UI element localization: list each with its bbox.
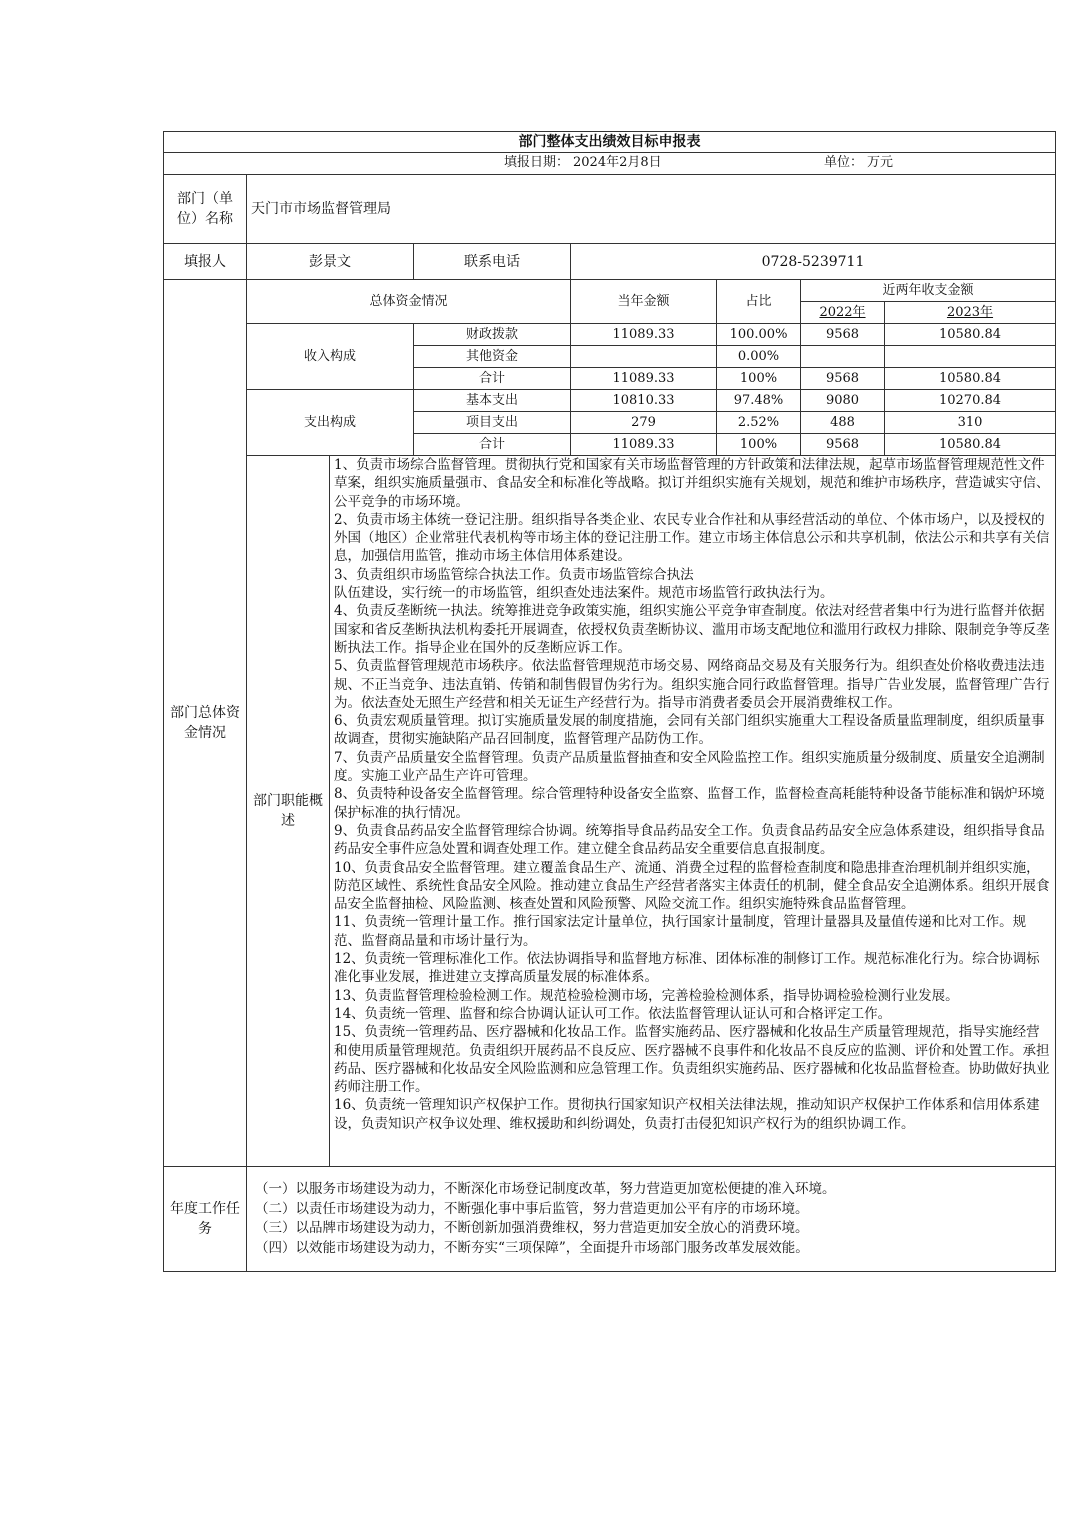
row-name: 合计 <box>414 368 571 390</box>
task-item: （一）以服务市场建设为动力，不断深化市场登记制度改革，努力营造更加宽松便捷的准入环境。 <box>255 1181 836 1197</box>
form-sheet <box>163 131 1055 1272</box>
expense-label: 支出构成 <box>247 390 414 456</box>
task-item: （二）以责任市场建设为动力，不断强化事中事后监管，努力营造更加公平有序的市场环境。 <box>255 1200 809 1217</box>
row-ratio: 100.00% <box>717 324 801 346</box>
row-2023 <box>885 346 1056 368</box>
duty-paragraph: 1、负责市场综合监督管理。贯彻执行党和国家有关市场监督管理的方针政策和法律法规，起草市场监督管理规范性文件草案，组织实施质量强市、食品安全和标准化等战略。拟订并组织实施有关规划，规范和维护市场秩序，营造诚实守信、公平竞争的市场环境。 <box>334 457 1050 510</box>
duty-paragraph: 3、负责组织市场监管综合执法工作。负责市场监管综合执法 <box>334 566 694 583</box>
duties-label: 部门职能概述 <box>247 456 330 1167</box>
row-name: 合计 <box>414 434 571 456</box>
performance-form-table <box>163 131 1056 1272</box>
header-recent-two-years: 近两年收支金额 <box>801 280 1056 302</box>
income-label: 收入构成 <box>247 324 414 390</box>
duty-paragraph: 6、负责宏观质量管理。拟订实施质量发展的制度措施，会同有关部门组织实施重大工程设备质量监理制度，组织质量事故调查，贯彻实施缺陷产品召回制度，监督管理产品防伪工作。 <box>334 713 1045 748</box>
header-year-2022 <box>801 302 885 324</box>
header-ratio: 占比 <box>717 280 801 324</box>
fill-date <box>504 155 666 171</box>
row-current <box>571 346 717 368</box>
row-2022: 9568 <box>801 368 885 390</box>
table-row <box>164 390 1056 412</box>
filler-label: 填报人 <box>164 244 247 280</box>
task-item: （三）以品牌市场建设为动力，不断创新加强消费维权，努力营造更加安全放心的消费环境。 <box>255 1220 809 1236</box>
row-ratio: 0.00% <box>717 346 801 368</box>
duty-paragraph: 8、负责特种设备安全监督管理。综合管理特种设备安全监察、监督工作，监督检查高耗能特种设备节能标准和锅炉环境保护标准的执行情况。 <box>334 786 1045 821</box>
phone-label: 联系电话 <box>414 244 571 280</box>
row-current: 10810.33 <box>571 390 717 412</box>
duty-paragraph: 16、负责统一管理知识产权保护工作。贯彻执行国家知识产权相关法律法规，推动知识产权保护工作体系和信用体系建设，负责知识产权争议处理、维权援助和纠纷调处，负责打击侵犯知识产权行为的组织协调工作。 <box>334 1097 1040 1132</box>
year-2022-text: 2022年 <box>819 304 866 320</box>
tasks-label: 年度工作任务 <box>164 1167 247 1272</box>
duty-paragraph: 队伍建设，实行统一的市场监管，组织查处违法案件。规范市场监管行政执法行为。 <box>334 585 834 602</box>
row-2022 <box>801 346 885 368</box>
row-current: 11089.33 <box>571 368 717 390</box>
duties-content <box>330 456 1056 1167</box>
row-2022: 9080 <box>801 390 885 412</box>
form-meta <box>164 153 1056 175</box>
filler-name: 彭景文 <box>247 244 414 280</box>
row-current: 279 <box>571 412 717 434</box>
form-title: 部门整体支出绩效目标申报表 <box>164 132 1056 153</box>
header-total-funds: 总体资金情况 <box>247 280 571 324</box>
duty-paragraph: 7、负责产品质量安全监督管理。负责产品质量监督抽查和安全风险监控工作。组织实施质量分级制度、质量安全追溯制度。实施工业产品生产许可管理。 <box>334 749 1045 785</box>
task-item: （四）以效能市场建设为动力，不断夯实“三项保障”，全面提升市场部门服务改革发展效能。 <box>255 1239 809 1256</box>
row-current: 11089.33 <box>571 324 717 346</box>
duty-paragraph: 10、负责食品安全监督管理。建立覆盖食品生产、流通、消费全过程的监督检查制度和隐患排查治理机制并组织实施，防范区域性、系统性食品安全风险。推动建立食品生产经营者落实主体责任的机制，健全食品安全追溯体系。组织开展食品安全监督抽检、风险监测、核查处置和风险预警、风险交流工作。组织实施特殊食品监督管理。 <box>334 859 1050 913</box>
header-year-2023 <box>885 302 1056 324</box>
row-ratio: 100% <box>717 368 801 390</box>
row-2022: 9568 <box>801 324 885 346</box>
row-2023: 10580.84 <box>885 324 1056 346</box>
duty-paragraph: 5、负责监督管理规范市场秩序。依法监督管理规范市场交易、网络商品交易及有关服务行为。组织查处价格收费违法违规、不正当竞争、违法直销、传销和制售假冒伪劣行为。组织实施合同行政监督管理。指导广告业发展，监督管理广告行为。依法查处无照生产经营和相关无证生产经营行为。指导市消费者委员会开展消费维权工作。 <box>334 658 1050 711</box>
header-current-amount: 当年金额 <box>571 280 717 324</box>
row-name: 项目支出 <box>414 412 571 434</box>
row-2023: 10270.84 <box>885 390 1056 412</box>
duties-scroll-area <box>334 456 1051 1166</box>
duty-paragraph: 12、负责统一管理标准化工作。依法协调指导和监督地方标准、团体标准的制修订工作。规范标准化行为。综合协调标准化事业发展，推进建立支撑高质量发展的标准体系。 <box>334 951 1040 986</box>
row-2023: 10580.84 <box>885 368 1056 390</box>
row-2023: 10580.84 <box>885 434 1056 456</box>
dept-name-label: 部门（单位）名称 <box>164 175 247 244</box>
row-ratio: 2.52% <box>717 412 801 434</box>
row-2023: 310 <box>885 412 1056 434</box>
row-ratio: 97.48% <box>717 390 801 412</box>
row-name: 其他资金 <box>414 346 571 368</box>
fill-date-label: 填报日期： <box>504 155 570 170</box>
amount-unit <box>824 155 897 171</box>
duty-paragraph: 11、负责统一管理计量工作。推行国家法定计量单位，执行国家计量制度，管理计量器具及量值传递和比对工作。规范、监督商品量和市场计量行为。 <box>334 914 1027 949</box>
row-2022: 9568 <box>801 434 885 456</box>
row-ratio: 100% <box>717 434 801 456</box>
row-name: 财政拨款 <box>414 324 571 346</box>
duty-paragraph: 15、负责统一管理药品、医疗器械和化妆品工作。监督实施药品、医疗器械和化妆品生产质量管理规范，指导实施经营和使用质量管理规范。负责组织开展药品不良反应、医疗器械不良事件和化妆品不良反应的监测、评价和处置工作。承担药品、医疗器械和化妆品安全风险监测和应急管理工作。负责组织实施药品、医疗器械和化妆品监督检查。协助做好执业药师注册工作。 <box>334 1024 1050 1096</box>
funds-section-label: 部门总体资金情况 <box>164 280 247 1167</box>
row-current: 11089.33 <box>571 434 717 456</box>
duty-paragraph: 2、负责市场主体统一登记注册。组织指导各类企业、农民专业合作社和从事经营活动的单位、个体市场户，以及授权的外国（地区）企业常驻代表机构等市场主体的登记注册工作。建立市场主体信息公示和共享机制，依法公示和共享有关信息，加强信用监管，推动市场主体信用体系建设。 <box>334 511 1050 565</box>
phone-value: 0728-5239711 <box>571 244 1056 280</box>
row-name: 基本支出 <box>414 390 571 412</box>
table-row <box>164 324 1056 346</box>
unit-label: 单位： <box>824 155 864 170</box>
fill-date-value: 2024年2月8日 <box>573 155 662 170</box>
row-2022: 488 <box>801 412 885 434</box>
duty-paragraph: 13、负责监督管理检验检测工作。规范检验检测市场，完善检验检测体系，指导协调检验检测行业发展。 <box>334 987 959 1004</box>
duty-paragraph: 14、负责统一管理、监督和综合协调认证认可工作。依法监督管理认证认可和合格评定工作。 <box>334 1005 892 1022</box>
tasks-content <box>247 1167 1056 1272</box>
unit-value: 万元 <box>867 155 894 170</box>
year-2023-text: 2023年 <box>946 304 994 320</box>
dept-name-value: 天门市市场监督管理局 <box>247 175 1056 244</box>
duty-paragraph: 9、负责食品药品安全监督管理综合协调。统筹指导食品药品安全工作。负责食品药品安全应急体系建设，组织指导食品药品安全事件应急处置和调查处理工作。建立健全食品药品安全重要信息直报制度。 <box>334 822 1045 858</box>
duty-paragraph: 4、负责反垄断统一执法。统筹推进竞争政策实施，组织实施公平竞争审查制度。依法对经营者集中行为进行监督并依据国家和省反垄断执法机构委托开展调查，依授权负责垄断协议、滥用市场支配地位和滥用行政权力排除、限制竞争等反垄断执法工作。指导企业在国外的反垄断应诉工作。 <box>334 603 1050 656</box>
